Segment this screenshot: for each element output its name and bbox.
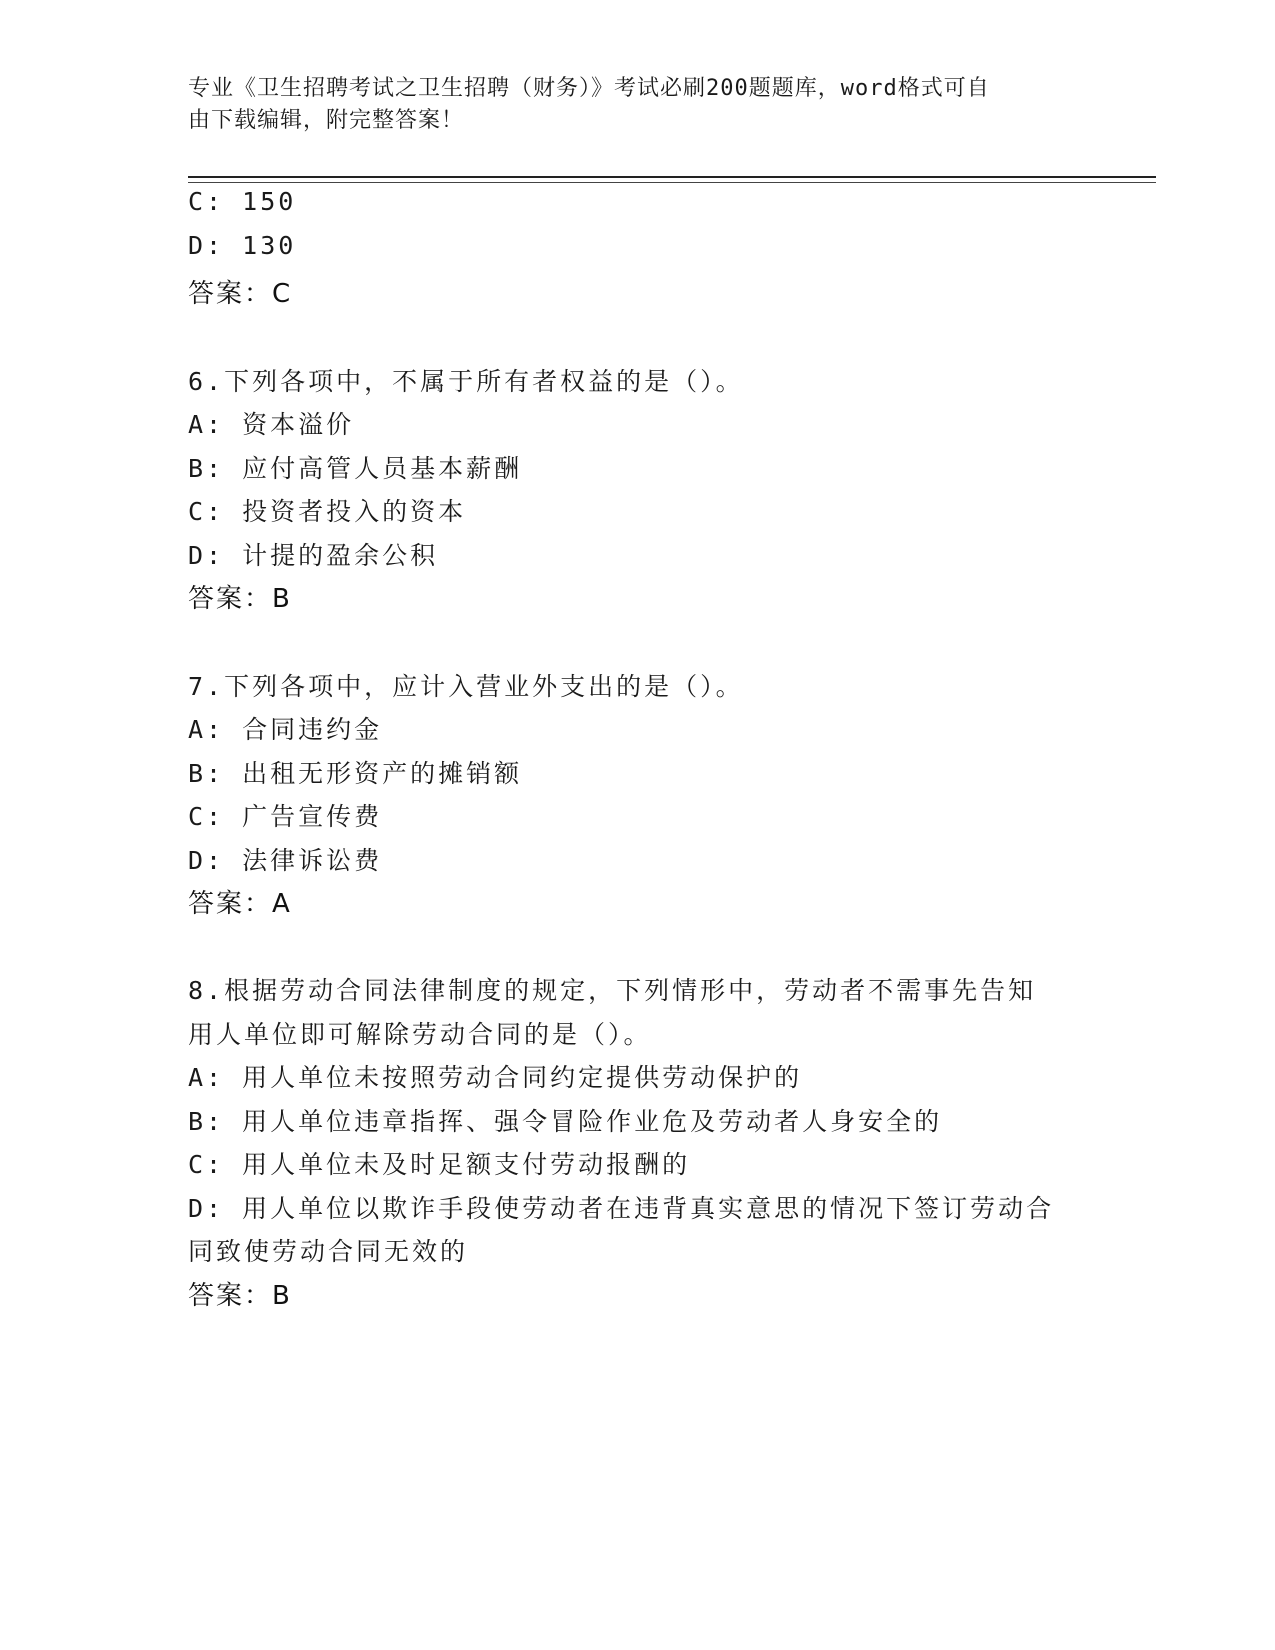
q5-answer: 答案：C xyxy=(188,279,293,309)
q8-answer: 答案：B xyxy=(188,1281,292,1311)
page-header xyxy=(188,73,1088,137)
q6-option-c: C: 投资者投入的资本 xyxy=(188,497,467,526)
q7-answer: 答案：A xyxy=(188,889,292,919)
q6-question: 6.下列各项中，不属于所有者权益的是（）。 xyxy=(188,367,744,396)
q8-option-c: C: 用人单位未及时足额支付劳动报酬的 xyxy=(188,1150,691,1179)
q8-question-line-2: 用人单位即可解除劳动合同的是（）。 xyxy=(188,1020,652,1049)
q8-option-b: B: 用人单位违章指挥、强令冒险作业危及劳动者人身安全的 xyxy=(188,1107,943,1136)
header-line-1: 专业《卫生招聘考试之卫生招聘（财务）》考试必刷200题题库，word格式可自 xyxy=(188,76,990,101)
q7-option-a: A: 合同违约金 xyxy=(188,715,383,744)
q7-option-d: D: 法律诉讼费 xyxy=(188,846,383,875)
q8-question-line-1: 8.根据劳动合同法律制度的规定，下列情形中，劳动者不需事先告知 xyxy=(188,976,1037,1005)
q6-answer: 答案：B xyxy=(188,584,292,614)
q7-option-b: B: 出租无形资产的摊销额 xyxy=(188,759,523,788)
q5-option-c: C: 150 xyxy=(188,187,297,216)
header-divider-thin xyxy=(188,182,1156,183)
q6-option-d: D: 计提的盈余公积 xyxy=(188,541,439,570)
q7-question: 7.下列各项中，应计入营业外支出的是（）。 xyxy=(188,672,744,701)
q6-option-b: B: 应付高管人员基本薪酬 xyxy=(188,454,523,483)
q7-option-c: C: 广告宣传费 xyxy=(188,802,383,831)
header-line-2: 由下载编辑，附完整答案！ xyxy=(188,108,465,133)
q8-option-d-line-2: 同致使劳动合同无效的 xyxy=(188,1237,469,1266)
q6-option-a: A: 资本溢价 xyxy=(188,410,355,439)
header-divider-thick xyxy=(188,176,1156,178)
q8-option-d-line-1: D: 用人单位以欺诈手段使劳动者在违背真实意思的情况下签订劳动合 xyxy=(188,1194,1055,1223)
q8-option-a: A: 用人单位未按照劳动合同约定提供劳动保护的 xyxy=(188,1063,803,1092)
q5-option-d: D: 130 xyxy=(188,231,297,260)
